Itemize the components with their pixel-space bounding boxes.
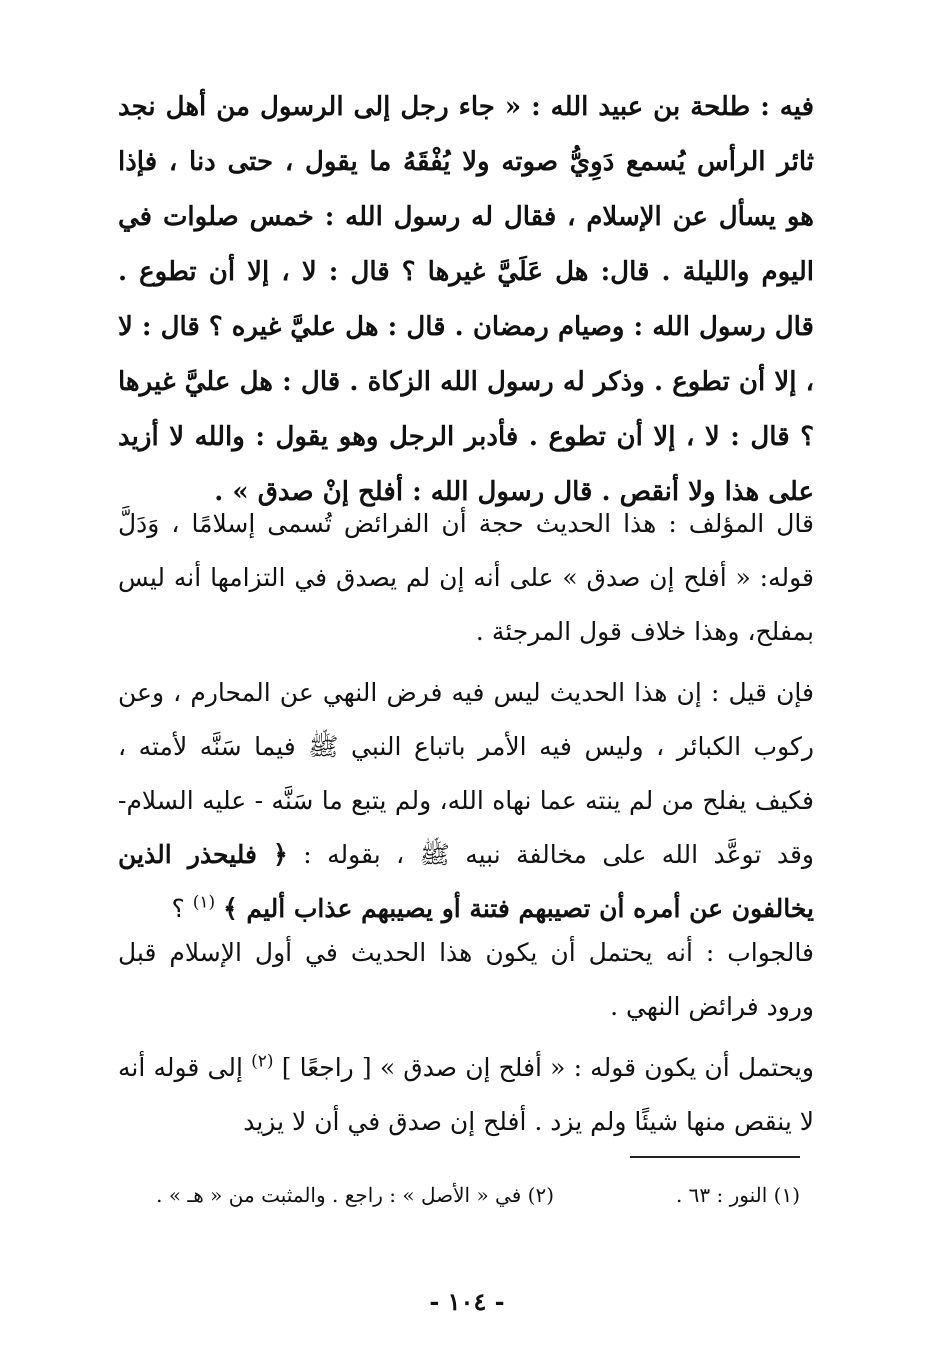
page-number: - ١٠٤ - <box>429 1287 505 1316</box>
objection-paragraph <box>118 666 814 936</box>
footnote-ref-2: (٢) <box>251 1051 274 1072</box>
footnote-ref-1: (١) <box>192 892 216 913</box>
answer-paragraph: فالجواب : أنه يحتمل أن يكون هذا الحديث في أول الإسلام قبل ورود فرائض النهي . <box>118 938 814 1021</box>
author-comment-paragraph: قال المؤلف : هذا الحديث حجة أن الفرائض تُسمى إسلامًا ، وَدَلَّ قوله: « أفلح إن صدق » على أنه إن لم يصدق في التزامها أنه ليس بمفلح، وهذا خلاف قول المرجئة . <box>118 509 814 646</box>
quran-verse: ﴿ فليحذر الذين يخالفون عن أمره أن تصيبهم فتنة أو يصيبهم عذاب أليم ﴾ <box>118 840 814 923</box>
footnote-2: (٢) في « الأصل » : راجع . والمثبت من « هـ » . <box>156 1183 554 1207</box>
second-answer-text-b: إلى قوله أنه لا ينقص منها شيئًا ولم يزد . أفلح إن صدق في أن لا يزيد <box>118 1053 814 1136</box>
second-answer-text-a: ويحتمل أن يكون قوله : « أفلح إن صدق » [ راجعًا ] <box>281 1053 815 1082</box>
second-answer-paragraph <box>118 1041 814 1149</box>
hadith-paragraph: فيه : طلحة بن عبيد الله : « جاء رجل إلى الرسول من أهل نجد ثائر الرأس يُسمع دَوِيُّ صوته ولا يُفْقَهُ ما يقول ، حتى دنا ، فإذا هو يسأل عن الإسلام ، فقال له رسول الله : خمس صلوات في اليوم والليلة . قال: هل عَلَيَّ غيرها ؟ قال : لا ، إلا أن تطوع . قال رسول الله : وصيام رمضان . قال : هل عليَّ غيره ؟ قال : لا ، إلا أن تطوع . وذكر له رسول الله الزكاة . قال : هل عليَّ غيرها ؟ قال : لا ، إلا أن تطوع . فأدبر الرجل وهو يقول : والله لا أزيد على هذا ولا أنقص . قال رسول الله : أفلح إنْ صدق » . <box>118 92 814 507</box>
objection-text: فإن قيل : إن هذا الحديث ليس فيه فرض النهي عن المحارم ، وعن ركوب الكبائر ، وليس فيه الأمر باتباع النبي ﷺ فيما سَنَّه لأمته ، فكيف يفلح من لم ينته عما نهاه الله، ولم يتبع ما سَنَّه - عليه السلام- وقد توعَّد الله على مخالفة نبيه ﷺ ، بقوله : <box>118 678 814 869</box>
footnote-1: (١) النور : ٦٣ . <box>675 1183 800 1207</box>
footnote-separator <box>630 1156 800 1158</box>
question-mark: ؟ <box>171 894 193 923</box>
